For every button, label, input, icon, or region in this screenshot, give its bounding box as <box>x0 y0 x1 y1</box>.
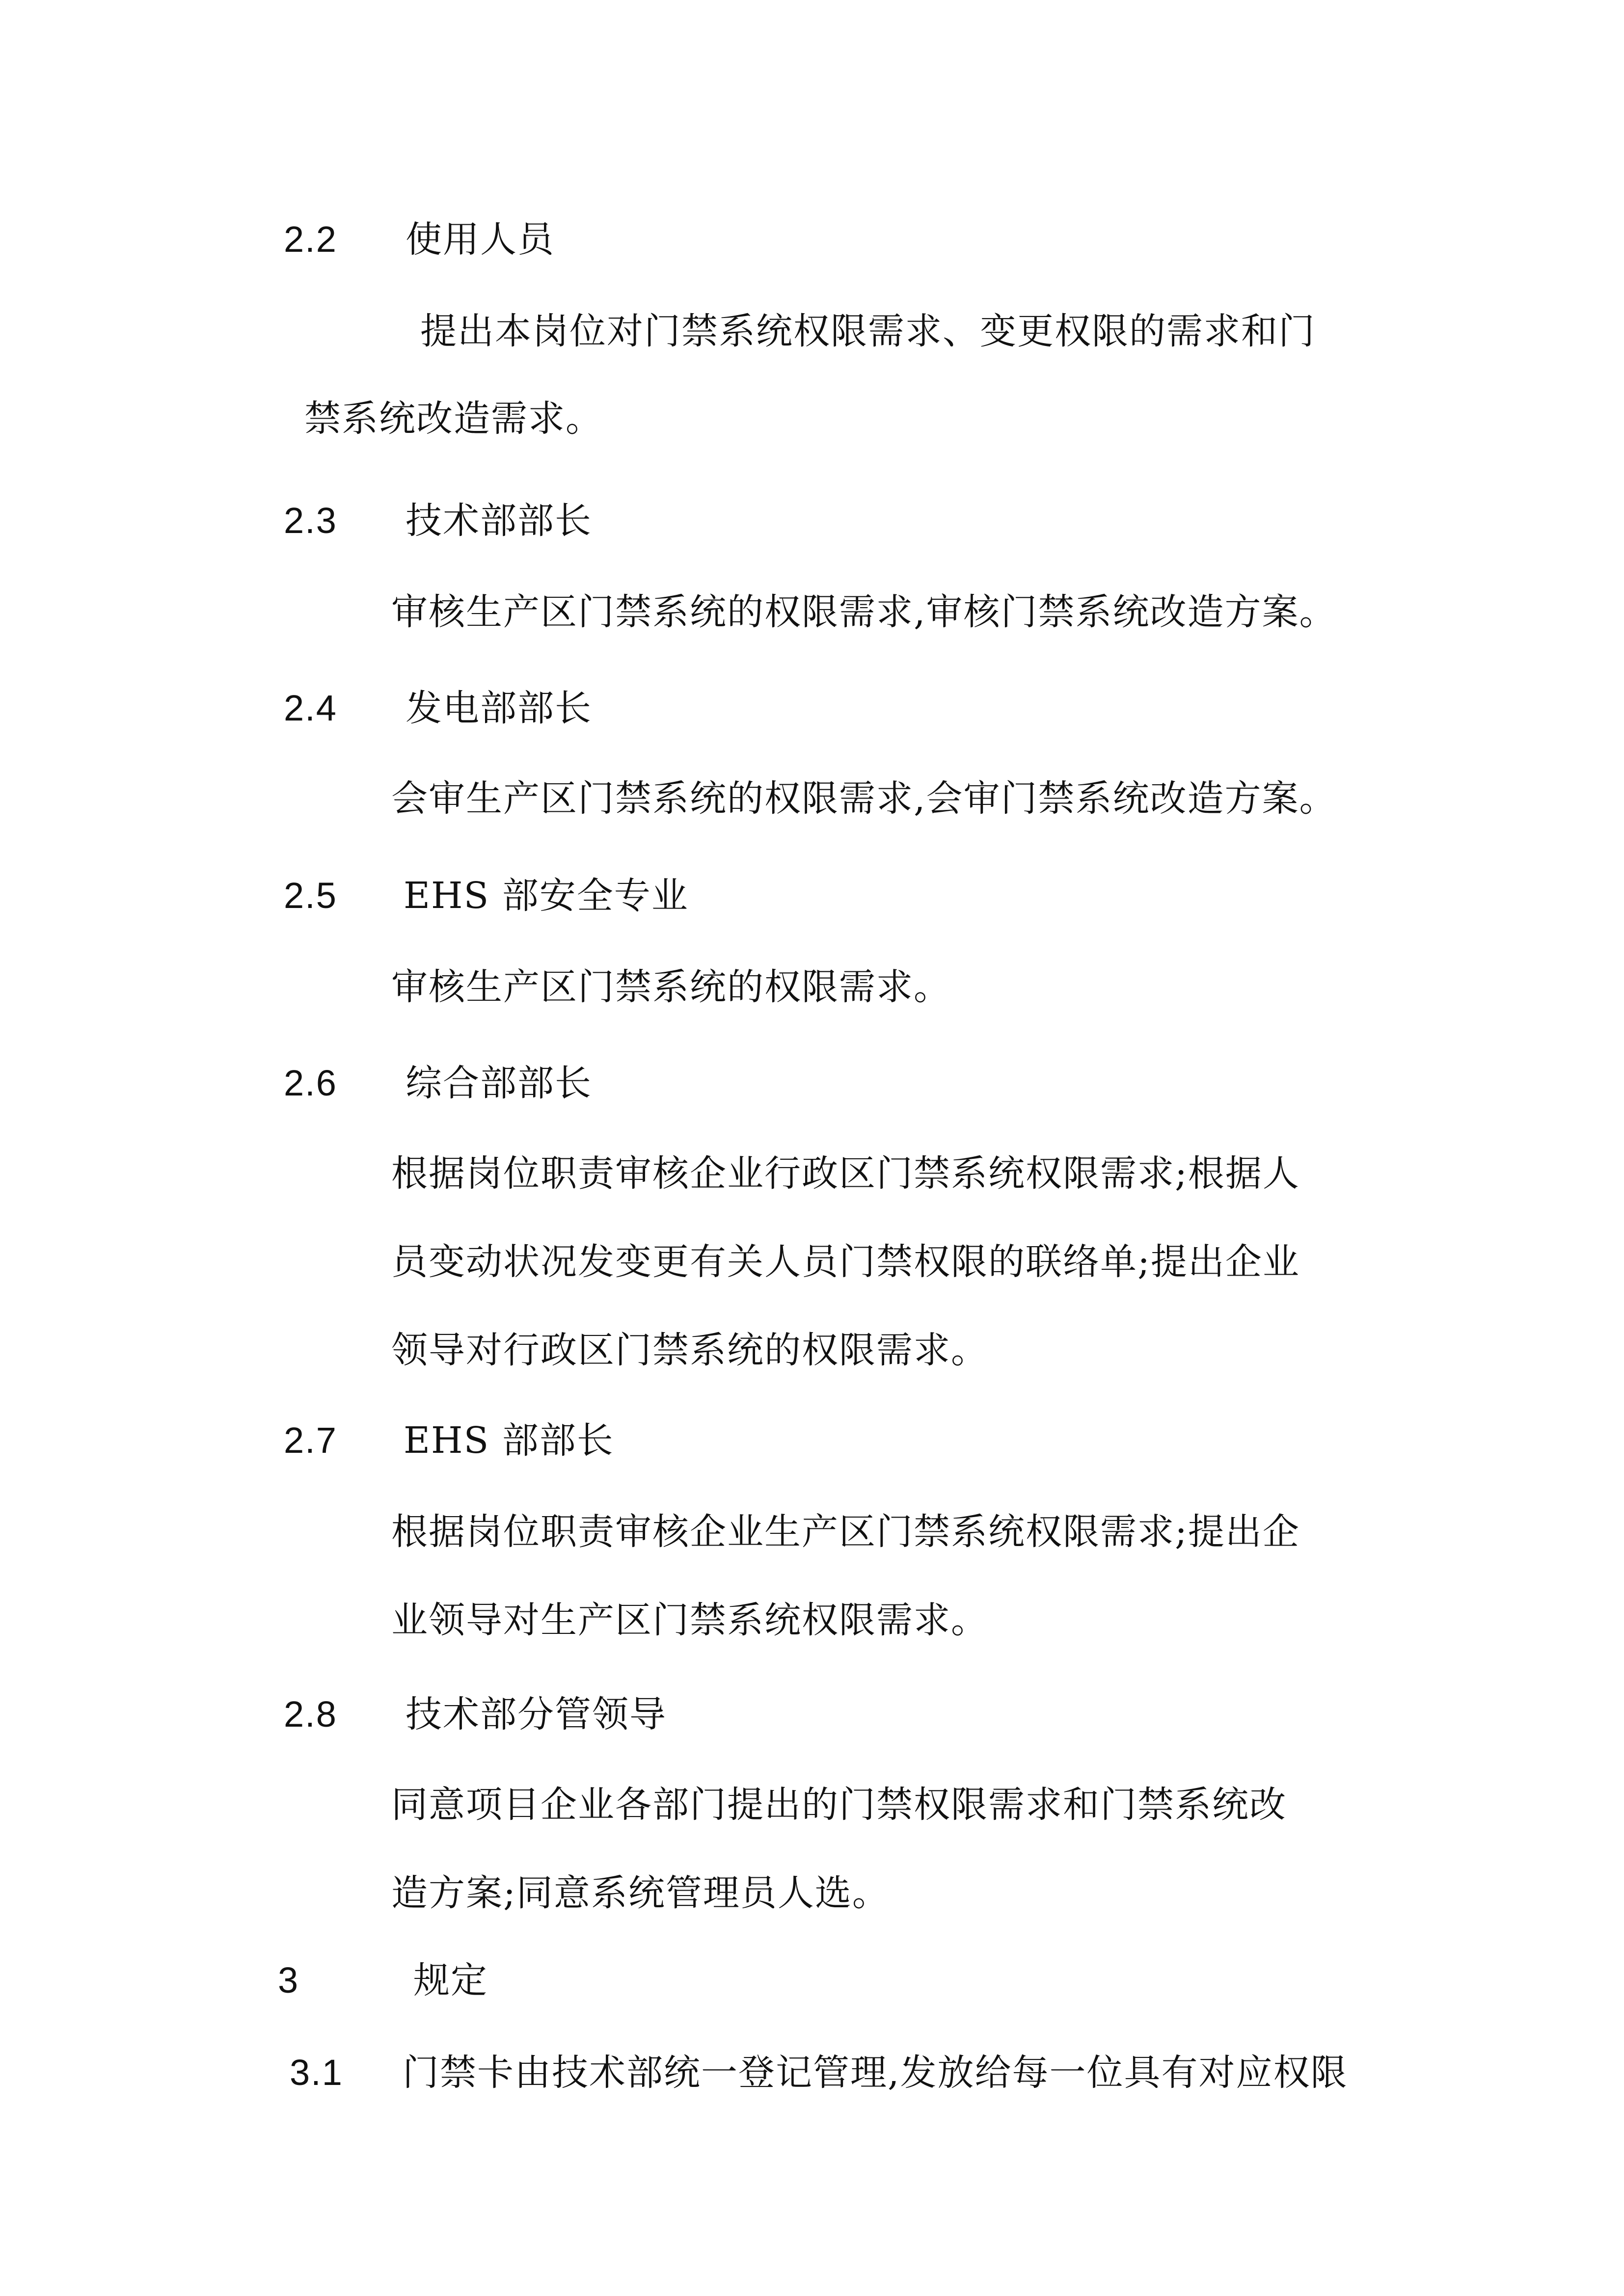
section-title: 技术部部长 <box>406 500 592 542</box>
paragraph-line: 领导对行政区门禁系统的权限需求。 <box>391 1329 988 1371</box>
paragraph-line: 门禁卡由技术部统一登记管理,发放给每一位具有对应权限 <box>403 2052 1348 2094</box>
section-title: 规定 <box>413 1959 488 2002</box>
section-number: 2.4 <box>284 688 337 728</box>
section-title: 综合部部长 <box>406 1062 592 1104</box>
section-number: 2.7 <box>284 1420 337 1461</box>
section-title: 发电部部长 <box>406 687 592 729</box>
paragraph-line: 会审生产区门禁系统的权限需求,会审门禁系统改造方案。 <box>391 777 1337 820</box>
section-title: EHS 部安全专业 <box>404 875 689 917</box>
paragraph-line: 提出本岗位对门禁系统权限需求、变更权限的需求和门 <box>420 310 1316 352</box>
section-number: 3.1 <box>290 2052 343 2093</box>
section-number: 2.3 <box>284 500 337 541</box>
paragraph-line: 禁系统改造需求。 <box>304 398 603 440</box>
section-title: 使用人员 <box>406 218 555 261</box>
paragraph-line: 根据岗位职责审核企业生产区门禁系统权限需求;提出企 <box>391 1511 1300 1553</box>
paragraph-line: 同意项目企业各部门提出的门禁权限需求和门禁系统改 <box>391 1784 1287 1826</box>
section-number: 2.8 <box>284 1694 337 1735</box>
paragraph-line: 造方案;同意系统管理员人选。 <box>391 1872 890 1914</box>
section-title: EHS 部部长 <box>404 1419 614 1462</box>
paragraph-line: 员变动状况发变更有关人员门禁权限的联络单;提出企业 <box>391 1241 1300 1283</box>
section-title: 技术部分管领导 <box>406 1693 667 1735</box>
paragraph-line: 业领导对生产区门禁系统权限需求。 <box>391 1599 988 1641</box>
section-number: 2.5 <box>284 875 337 916</box>
section-number: 3 <box>278 1960 299 2001</box>
section-number: 2.6 <box>284 1063 337 1103</box>
section-number: 2.2 <box>284 219 337 260</box>
paragraph-line: 审核生产区门禁系统的权限需求。 <box>391 966 951 1008</box>
paragraph-line: 审核生产区门禁系统的权限需求,审核门禁系统改造方案。 <box>391 591 1337 633</box>
paragraph-line: 根据岗位职责审核企业行政区门禁系统权限需求;根据人 <box>391 1152 1300 1195</box>
